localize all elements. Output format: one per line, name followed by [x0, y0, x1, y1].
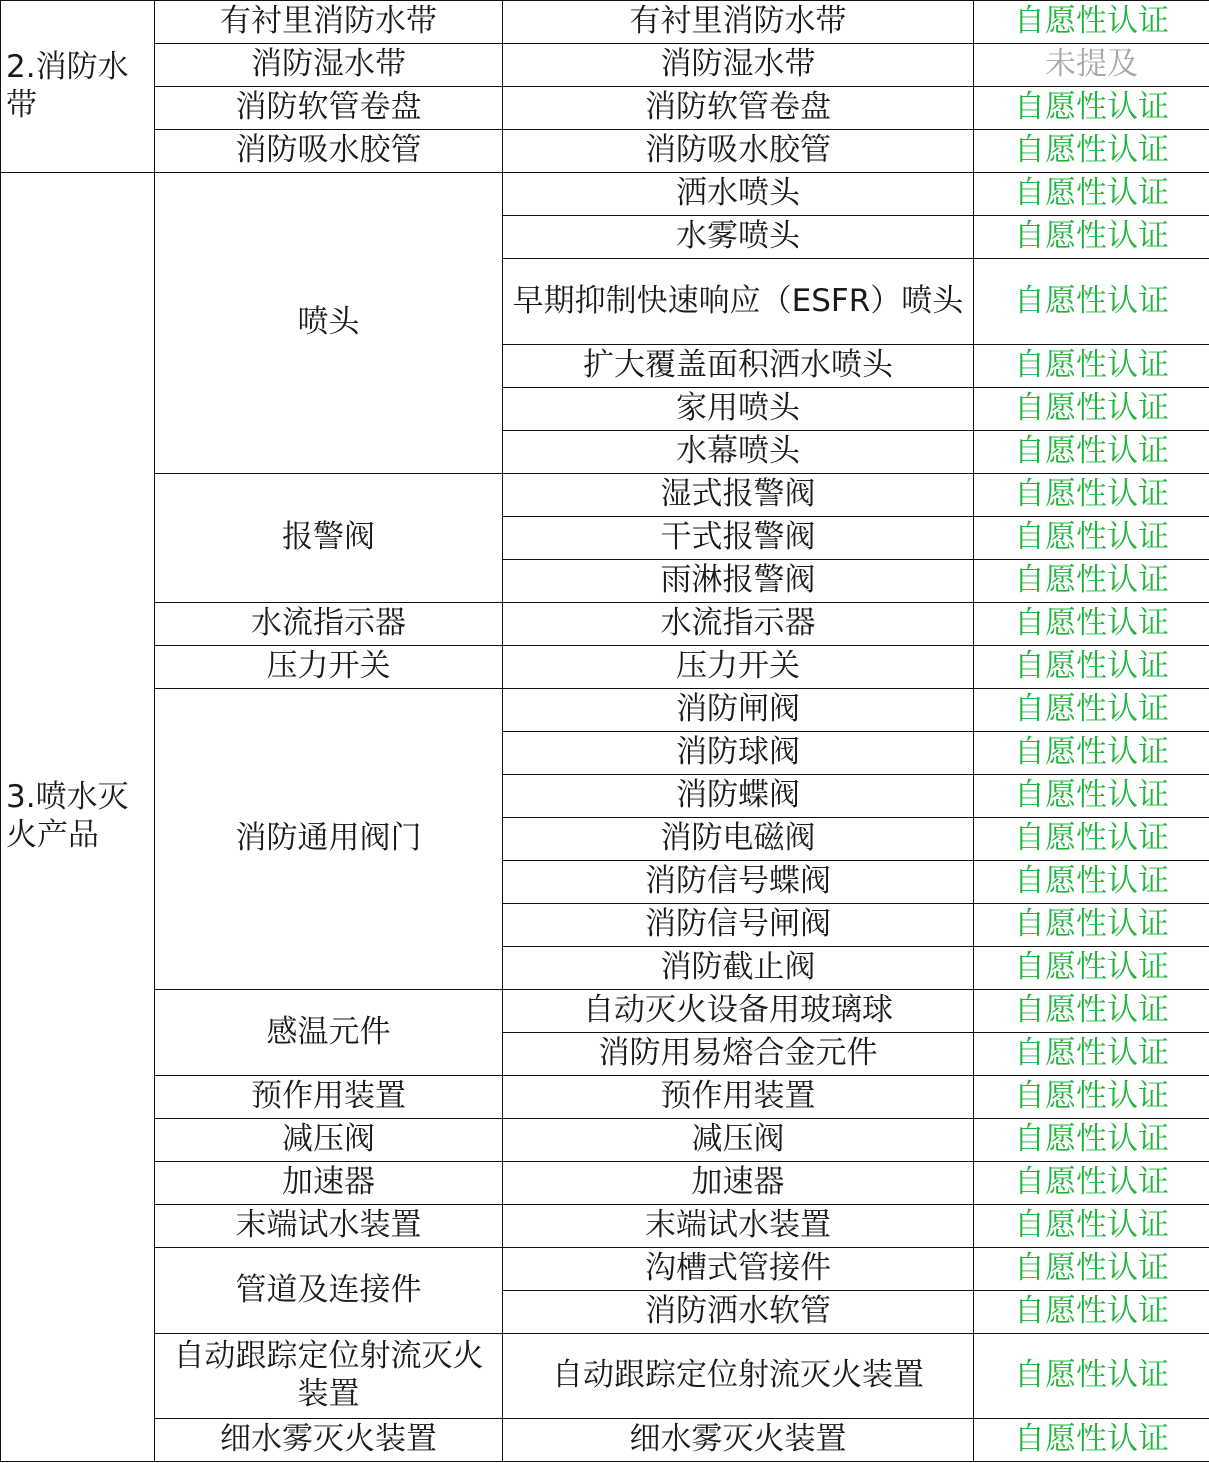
product-cell: 压力开关	[503, 646, 974, 689]
status-cell: 自愿性认证	[974, 1291, 1209, 1334]
subcategory-cell: 消防吸水胶管	[155, 130, 503, 173]
table-row	[1, 1, 1209, 44]
product-cell: 减压阀	[503, 1119, 974, 1162]
product-cell: 消防截止阀	[503, 947, 974, 990]
table-row	[1, 1205, 1209, 1248]
table-row	[1, 689, 1209, 732]
subcategory-cell: 管道及连接件	[155, 1248, 503, 1334]
status-cell: 自愿性认证	[974, 474, 1209, 517]
product-cell: 消防洒水软管	[503, 1291, 974, 1334]
subcategory-cell: 压力开关	[155, 646, 503, 689]
status-cell: 自愿性认证	[974, 1119, 1209, 1162]
subcategory-cell: 有衬里消防水带	[155, 1, 503, 44]
product-cell: 湿式报警阀	[503, 474, 974, 517]
status-cell: 自愿性认证	[974, 775, 1209, 818]
product-cell: 预作用装置	[503, 1076, 974, 1119]
table-row	[1, 1162, 1209, 1205]
product-cell: 自动跟踪定位射流灭火装置	[503, 1334, 974, 1419]
category-cell: 3.喷水灭火产品	[1, 173, 155, 1462]
table-row	[1, 646, 1209, 689]
subcategory-cell: 感温元件	[155, 990, 503, 1076]
subcategory-cell: 消防湿水带	[155, 44, 503, 87]
status-cell: 自愿性认证	[974, 130, 1209, 173]
subcategory-cell: 末端试水装置	[155, 1205, 503, 1248]
product-cell: 末端试水装置	[503, 1205, 974, 1248]
status-cell: 自愿性认证	[974, 345, 1209, 388]
table-row	[1, 474, 1209, 517]
product-cell: 扩大覆盖面积洒水喷头	[503, 345, 974, 388]
status-cell: 自愿性认证	[974, 560, 1209, 603]
status-cell: 自愿性认证	[974, 1419, 1209, 1462]
status-cell: 自愿性认证	[974, 818, 1209, 861]
category-cell: 2.消防水带	[1, 1, 155, 173]
product-cell: 水幕喷头	[503, 431, 974, 474]
status-cell: 自愿性认证	[974, 388, 1209, 431]
status-cell: 自愿性认证	[974, 1334, 1209, 1419]
status-cell: 自愿性认证	[974, 1033, 1209, 1076]
product-cell: 自动灭火设备用玻璃球	[503, 990, 974, 1033]
product-cell: 消防电磁阀	[503, 818, 974, 861]
status-cell: 自愿性认证	[974, 646, 1209, 689]
status-cell: 自愿性认证	[974, 861, 1209, 904]
status-cell: 自愿性认证	[974, 1076, 1209, 1119]
subcategory-cell: 喷头	[155, 173, 503, 474]
product-cell: 水雾喷头	[503, 216, 974, 259]
table-row	[1, 1419, 1209, 1462]
product-cell: 消防闸阀	[503, 689, 974, 732]
product-cell: 消防吸水胶管	[503, 130, 974, 173]
product-cell: 消防信号蝶阀	[503, 861, 974, 904]
product-cell: 消防球阀	[503, 732, 974, 775]
product-cell: 干式报警阀	[503, 517, 974, 560]
product-cell: 消防信号闸阀	[503, 904, 974, 947]
status-cell: 自愿性认证	[974, 259, 1209, 345]
product-cell: 加速器	[503, 1162, 974, 1205]
subcategory-cell: 消防通用阀门	[155, 689, 503, 990]
product-cell: 消防蝶阀	[503, 775, 974, 818]
status-cell: 自愿性认证	[974, 732, 1209, 775]
table-row	[1, 1334, 1209, 1419]
subcategory-cell: 细水雾灭火装置	[155, 1419, 503, 1462]
table-row	[1, 1076, 1209, 1119]
subcategory-cell: 自动跟踪定位射流灭火装置	[155, 1334, 503, 1419]
product-cell: 消防湿水带	[503, 44, 974, 87]
subcategory-cell: 水流指示器	[155, 603, 503, 646]
product-cell: 家用喷头	[503, 388, 974, 431]
status-cell: 自愿性认证	[974, 603, 1209, 646]
product-cell: 有衬里消防水带	[503, 1, 974, 44]
status-cell: 自愿性认证	[974, 216, 1209, 259]
status-cell: 未提及	[974, 44, 1209, 87]
subcategory-cell: 加速器	[155, 1162, 503, 1205]
status-cell: 自愿性认证	[974, 1248, 1209, 1291]
product-cell: 水流指示器	[503, 603, 974, 646]
product-cell: 早期抑制快速响应（ESFR）喷头	[503, 259, 974, 345]
product-cell: 消防用易熔合金元件	[503, 1033, 974, 1076]
table-row	[1, 130, 1209, 173]
product-cell: 沟槽式管接件	[503, 1248, 974, 1291]
status-cell: 自愿性认证	[974, 904, 1209, 947]
product-cell: 细水雾灭火装置	[503, 1419, 974, 1462]
table-row	[1, 990, 1209, 1033]
table-row	[1, 173, 1209, 216]
subcategory-cell: 消防软管卷盘	[155, 87, 503, 130]
subcategory-cell: 报警阀	[155, 474, 503, 603]
status-cell: 自愿性认证	[974, 1205, 1209, 1248]
status-cell: 自愿性认证	[974, 689, 1209, 732]
table-row	[1, 44, 1209, 87]
status-cell: 自愿性认证	[974, 517, 1209, 560]
table-row	[1, 1119, 1209, 1162]
status-cell: 自愿性认证	[974, 990, 1209, 1033]
status-cell: 自愿性认证	[974, 87, 1209, 130]
status-cell: 自愿性认证	[974, 431, 1209, 474]
table-row	[1, 603, 1209, 646]
subcategory-cell: 减压阀	[155, 1119, 503, 1162]
status-cell: 自愿性认证	[974, 947, 1209, 990]
table-row	[1, 1248, 1209, 1291]
status-cell: 自愿性认证	[974, 173, 1209, 216]
table-row	[1, 87, 1209, 130]
product-cell: 雨淋报警阀	[503, 560, 974, 603]
product-cell: 消防软管卷盘	[503, 87, 974, 130]
status-cell: 自愿性认证	[974, 1162, 1209, 1205]
status-cell: 自愿性认证	[974, 1, 1209, 44]
subcategory-cell: 预作用装置	[155, 1076, 503, 1119]
product-cell: 洒水喷头	[503, 173, 974, 216]
